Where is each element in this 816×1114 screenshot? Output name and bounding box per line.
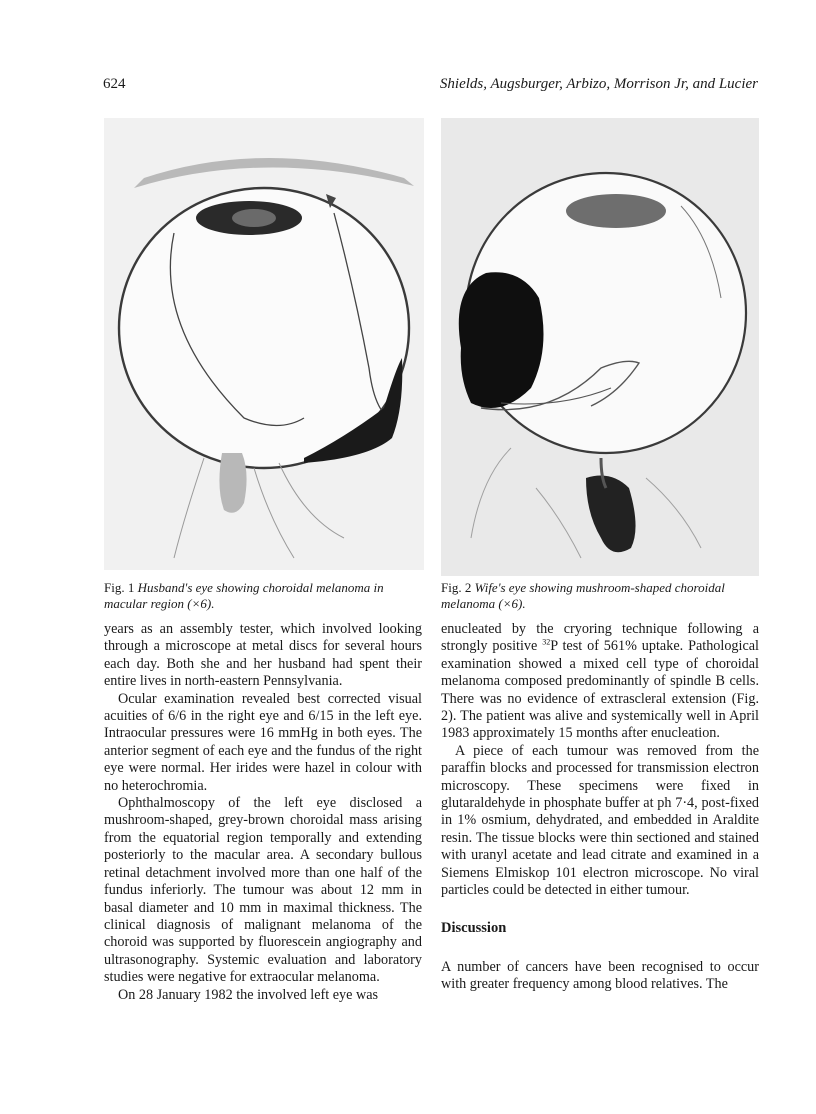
figure-2-caption-text: Wife's eye showing mushroom-shaped choroidal melanoma (×6). [441, 580, 725, 611]
paragraph: On 28 January 1982 the involved left eye was [118, 986, 379, 1003]
right-text-column [441, 621, 759, 994]
running-head: Shields, Augsburger, Arbizo, Morrison Jr, and Lucier [439, 76, 758, 92]
paragraph: years as an assembly tester, which involved looking through a microscope at metal discs for several hours each day. Both she and her husband had spent their entire lives in north-eastern Pennsylvania. [104, 621, 422, 690]
paragraph: A number of cancers have been recognised to occur with greater frequency among blood relatives. The [441, 958, 759, 993]
left-text-column [104, 621, 422, 1004]
figure-1-label: Fig. 1 [104, 580, 135, 595]
text-run: P test of 561% uptake. Pathological examination showed a mixed cell type of choroidal melanoma composed predominantly of spindle B cells. There was no evidence of extrascleral extension (Fig. 2). The patient was alive and systemically well in April 1983 approximately 15 months after enucleation. [441, 638, 759, 742]
figure-1-caption-text: Husband's eye showing choroidal melanoma in macular region (×6). [104, 580, 384, 611]
paragraph: Ocular examination revealed best corrected visual acuities of 6/6 in the right eye and 6/15 in the left eye. Intraocular pressures were 16 mmHg in both eyes. The anterior segment of each eye and the fundus of the right eye were normal. Her irides were hazel in colour with no heterochromia. [104, 690, 422, 794]
husband-eye-section-image [104, 118, 424, 570]
paragraph [441, 621, 759, 743]
figure-1-micrograph [104, 118, 424, 570]
page-number: 624 [103, 76, 126, 92]
paragraph: A piece of each tumour was removed from the paraffin blocks and processed for transmission electron microscopy. These specimens were fixed in glutaraldehyde in phosphate buffer at ph 7·4, post-fixed in 1% osmium, dehydrated, and embedded in Araldite resin. The tissue blocks were thin sectioned and stained with uranyl acetate and lead citrate and examined in a Siemens Elmiskop 101 electron microscope. No viral particles could be detected in either tumour. [441, 742, 759, 899]
figure-2-micrograph [441, 118, 759, 576]
figure-2-label: Fig. 2 [441, 580, 472, 595]
section-heading: Discussion [441, 919, 507, 936]
figure-1-caption [104, 580, 424, 612]
wife-eye-section-image [441, 118, 759, 576]
text-run: enucleated by the cryoring technique following a strongly positive [441, 621, 759, 655]
superscript: 32 [542, 637, 551, 647]
figure-2-caption [441, 580, 759, 612]
paragraph: Ophthalmoscopy of the left eye disclosed a mushroom-shaped, grey-brown choroidal mass arising from the equatorial region temporally and extending posteriorly to the macular area. A secondary bullous retinal detachment involved more than one half of the fundus inferiorly. The tumour was about 12 mm in basal diameter and 10 mm in maximal thickness. The clinical diagnosis of malignant melanoma of the choroid was supported by fluorescein angiography and ultrasonography. Systemic evaluation and laboratory studies were negative for extraocular melanoma. [104, 795, 422, 986]
